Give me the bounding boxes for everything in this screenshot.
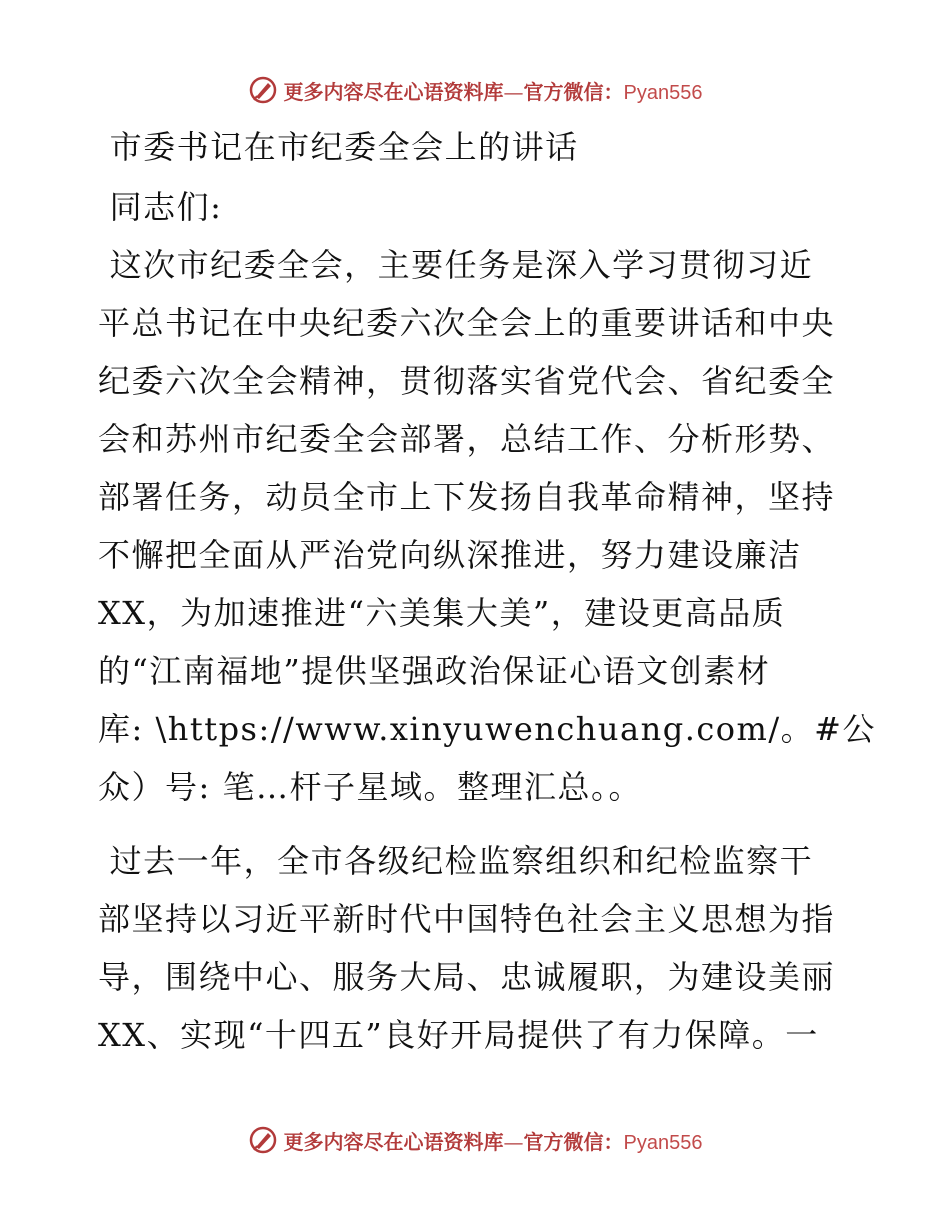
banner-main-text: 更多内容尽在心语资料库 (283, 79, 504, 104)
footer-banner (0, 1120, 950, 1160)
paragraph-line: 平总书记在中央纪委六次全会上的重要讲话和中央 (98, 304, 836, 342)
paragraph-line: 纪委六次全会精神，贯彻落实省党代会、省纪委全 (98, 362, 836, 400)
banner-suffix-text: 官方微信： (523, 1129, 624, 1154)
banner-main-text: 更多内容尽在心语资料库 (283, 1129, 504, 1154)
banner-text (284, 1126, 703, 1155)
header-banner (0, 70, 950, 110)
paragraph-line: 会和苏州市纪委全会部署，总结工作、分析形势、 (98, 420, 836, 458)
quill-logo-icon (248, 1125, 278, 1155)
document-body (98, 118, 876, 1064)
paragraph-spacer (98, 816, 858, 832)
banner-dash: — (503, 79, 524, 104)
paragraph-line: 库: \https://www.xinyuwenchuang.com/。#公 (98, 710, 876, 748)
paragraph-line: 过去一年，全市各级纪检监察组织和纪检监察干 (98, 842, 814, 880)
paragraph-line: 的“江南福地”提供坚强政治保证心语文创素材 (98, 652, 771, 690)
paragraph-line: XX、实现“十四五”良好开局提供了有力保障。一 (98, 1016, 819, 1054)
banner-suffix-text: 官方微信： (523, 79, 624, 104)
paragraph-line: 导，围绕中心、服务大局、忠诚履职，为建设美丽 (98, 958, 836, 996)
paragraph-line: XX，为加速推进“六美集大美”，建设更高品质 (98, 594, 786, 632)
banner-text (284, 76, 703, 105)
document-title: 市委书记在市纪委全会上的讲话 (98, 128, 579, 166)
paragraph-line: 不懈把全面从严治党向纵深推进，努力建设廉洁 (98, 536, 802, 574)
quill-logo-icon (248, 75, 278, 105)
salutation: 同志们: (98, 188, 223, 226)
banner-account: Pyan556 (623, 1131, 703, 1154)
paragraph-line: 部署任务，动员全市上下发扬自我革命精神，坚持 (98, 478, 836, 516)
banner-dash: — (503, 1129, 524, 1154)
paragraph-1 (98, 236, 876, 816)
banner-account: Pyan556 (623, 81, 703, 104)
paragraph-2 (98, 832, 858, 1064)
paragraph-line: 众）号: 笔…杆子星域。整理汇总。。 (98, 768, 642, 806)
paragraph-line: 部坚持以习近平新时代中国特色社会主义思想为指 (98, 900, 836, 938)
paragraph-line: 这次市纪委全会，主要任务是深入学习贯彻习近 (98, 246, 814, 284)
